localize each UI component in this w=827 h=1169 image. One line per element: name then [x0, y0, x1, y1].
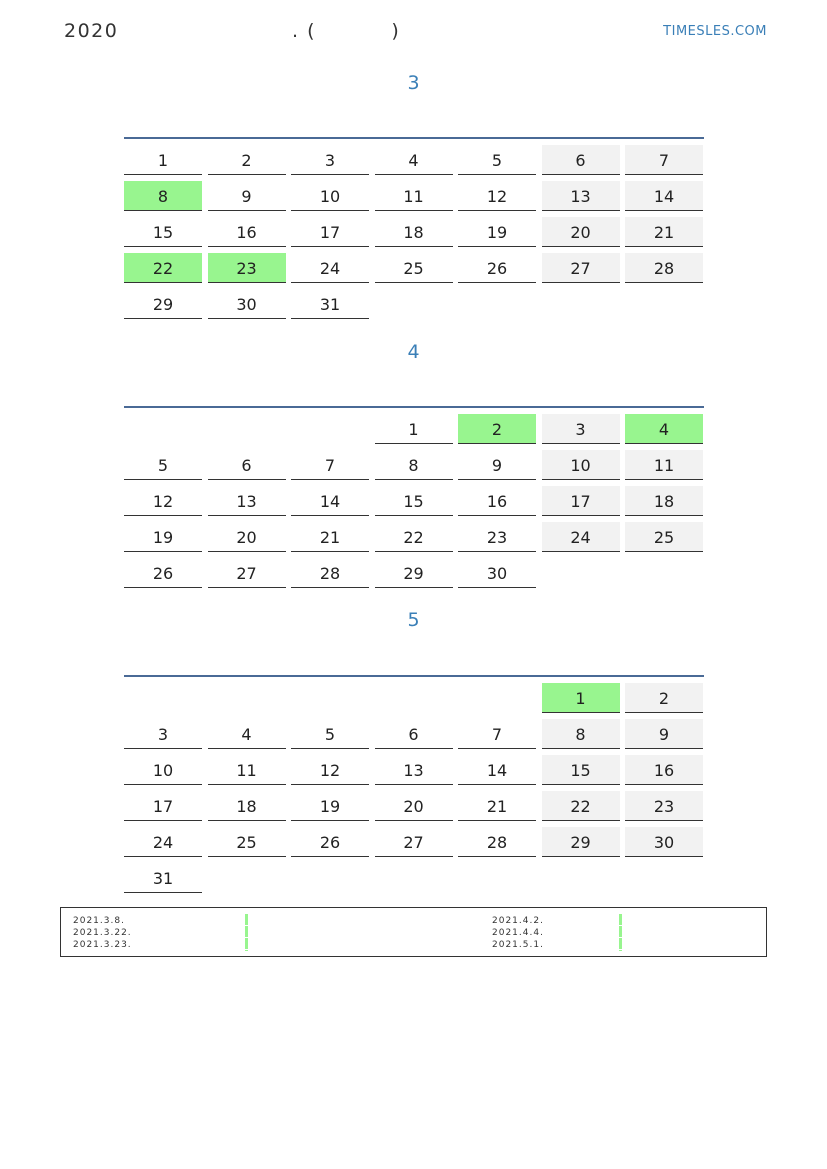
legend-item: 2021.3.22. [73, 928, 132, 938]
calendar-day: 8 [124, 181, 202, 211]
legend-left-list [73, 915, 132, 951]
calendar-day: 21 [291, 522, 369, 552]
calendar-day: 5 [124, 450, 202, 480]
calendar-day: 2 [208, 145, 286, 175]
calendar-day: 26 [458, 253, 536, 283]
calendar-day: 12 [458, 181, 536, 211]
calendar-day: 11 [625, 450, 703, 480]
calendar-day: 24 [291, 253, 369, 283]
calendar-day: 27 [375, 827, 453, 857]
calendar-day: 18 [375, 217, 453, 247]
calendar-day: 14 [625, 181, 703, 211]
calendar-day: 13 [375, 755, 453, 785]
calendar-day: 8 [542, 719, 620, 749]
calendar-day: 23 [208, 253, 286, 283]
calendar-day: 15 [124, 217, 202, 247]
holiday-color-marker [619, 914, 622, 951]
calendar-april [124, 406, 704, 583]
calendar-day: 6 [208, 450, 286, 480]
calendar-day: 20 [208, 522, 286, 552]
calendar-day: 11 [208, 755, 286, 785]
calendar-day: 18 [625, 486, 703, 516]
calendar-day: 12 [124, 486, 202, 516]
calendar-day: 10 [124, 755, 202, 785]
calendar-may [124, 675, 704, 888]
calendar-day: 19 [458, 217, 536, 247]
calendar-day: 27 [542, 253, 620, 283]
calendar-day: 9 [208, 181, 286, 211]
calendar-day: 2 [458, 414, 536, 444]
calendar-day: 16 [208, 217, 286, 247]
calendar-day: 30 [208, 289, 286, 319]
calendar-day: 26 [124, 558, 202, 588]
calendar-day: 10 [291, 181, 369, 211]
calendar-day: 17 [124, 791, 202, 821]
calendar-day: 6 [542, 145, 620, 175]
calendar-day: 30 [625, 827, 703, 857]
calendar-day: 9 [625, 719, 703, 749]
calendar-day: 2 [625, 683, 703, 713]
legend-item: 2021.3.8. [73, 916, 125, 926]
holiday-color-marker [245, 914, 248, 951]
calendar-day: 15 [375, 486, 453, 516]
calendar-day: 20 [542, 217, 620, 247]
calendar-day: 19 [124, 522, 202, 552]
calendar-day: 28 [625, 253, 703, 283]
calendar-day: 25 [208, 827, 286, 857]
calendar-day: 22 [375, 522, 453, 552]
calendar-day: 16 [458, 486, 536, 516]
brand-link[interactable]: TIMESLES.COM [663, 24, 767, 39]
calendar-day: 29 [124, 289, 202, 319]
legend-right-list [492, 915, 544, 951]
calendar-day: 17 [542, 486, 620, 516]
calendar-day: 5 [458, 145, 536, 175]
calendar-day: 9 [458, 450, 536, 480]
calendar-day: 15 [542, 755, 620, 785]
calendar-day: 10 [542, 450, 620, 480]
calendar-day: 19 [291, 791, 369, 821]
calendar-day: 28 [291, 558, 369, 588]
calendar-day: 8 [375, 450, 453, 480]
month-title-march: 3 [407, 72, 420, 94]
calendar-day: 21 [458, 791, 536, 821]
calendar-march [124, 137, 704, 314]
calendar-day: 26 [291, 827, 369, 857]
calendar-day: 23 [458, 522, 536, 552]
legend-item: 2021.3.23. [73, 940, 132, 950]
calendar-day: 3 [542, 414, 620, 444]
calendar-day: 14 [458, 755, 536, 785]
calendar-day: 7 [291, 450, 369, 480]
calendar-day: 30 [458, 558, 536, 588]
subtitle-label: . ( ) [292, 20, 401, 42]
calendar-day: 22 [542, 791, 620, 821]
calendar-day: 23 [625, 791, 703, 821]
calendar-day: 7 [625, 145, 703, 175]
calendar-day: 1 [542, 683, 620, 713]
calendar-day: 24 [124, 827, 202, 857]
calendar-day: 25 [375, 253, 453, 283]
calendar-day: 21 [625, 217, 703, 247]
calendar-day: 29 [542, 827, 620, 857]
calendar-day: 16 [625, 755, 703, 785]
calendar-day: 14 [291, 486, 369, 516]
calendar-day: 28 [458, 827, 536, 857]
calendar-day: 3 [124, 719, 202, 749]
calendar-day: 4 [625, 414, 703, 444]
year-label: 2020 [64, 20, 119, 42]
page-title [64, 20, 401, 42]
calendar-day: 24 [542, 522, 620, 552]
calendar-day: 12 [291, 755, 369, 785]
calendar-day: 7 [458, 719, 536, 749]
calendar-day: 22 [124, 253, 202, 283]
calendar-day: 1 [124, 145, 202, 175]
calendar-day: 3 [291, 145, 369, 175]
calendar-day: 18 [208, 791, 286, 821]
calendar-day: 1 [375, 414, 453, 444]
calendar-day: 6 [375, 719, 453, 749]
calendar-day: 5 [291, 719, 369, 749]
calendar-day: 31 [124, 863, 202, 893]
calendar-day: 25 [625, 522, 703, 552]
calendar-day: 4 [375, 145, 453, 175]
month-title-may: 5 [407, 609, 420, 631]
holiday-legend [60, 907, 767, 957]
calendar-day: 4 [208, 719, 286, 749]
calendar-day: 29 [375, 558, 453, 588]
calendar-day: 13 [208, 486, 286, 516]
calendar-day: 20 [375, 791, 453, 821]
calendar-day: 27 [208, 558, 286, 588]
calendar-day: 13 [542, 181, 620, 211]
calendar-day: 31 [291, 289, 369, 319]
calendar-day: 11 [375, 181, 453, 211]
legend-item: 2021.5.1. [492, 940, 544, 950]
month-title-april: 4 [407, 341, 420, 363]
legend-item: 2021.4.4. [492, 928, 544, 938]
legend-item: 2021.4.2. [492, 916, 544, 926]
calendar-day: 17 [291, 217, 369, 247]
